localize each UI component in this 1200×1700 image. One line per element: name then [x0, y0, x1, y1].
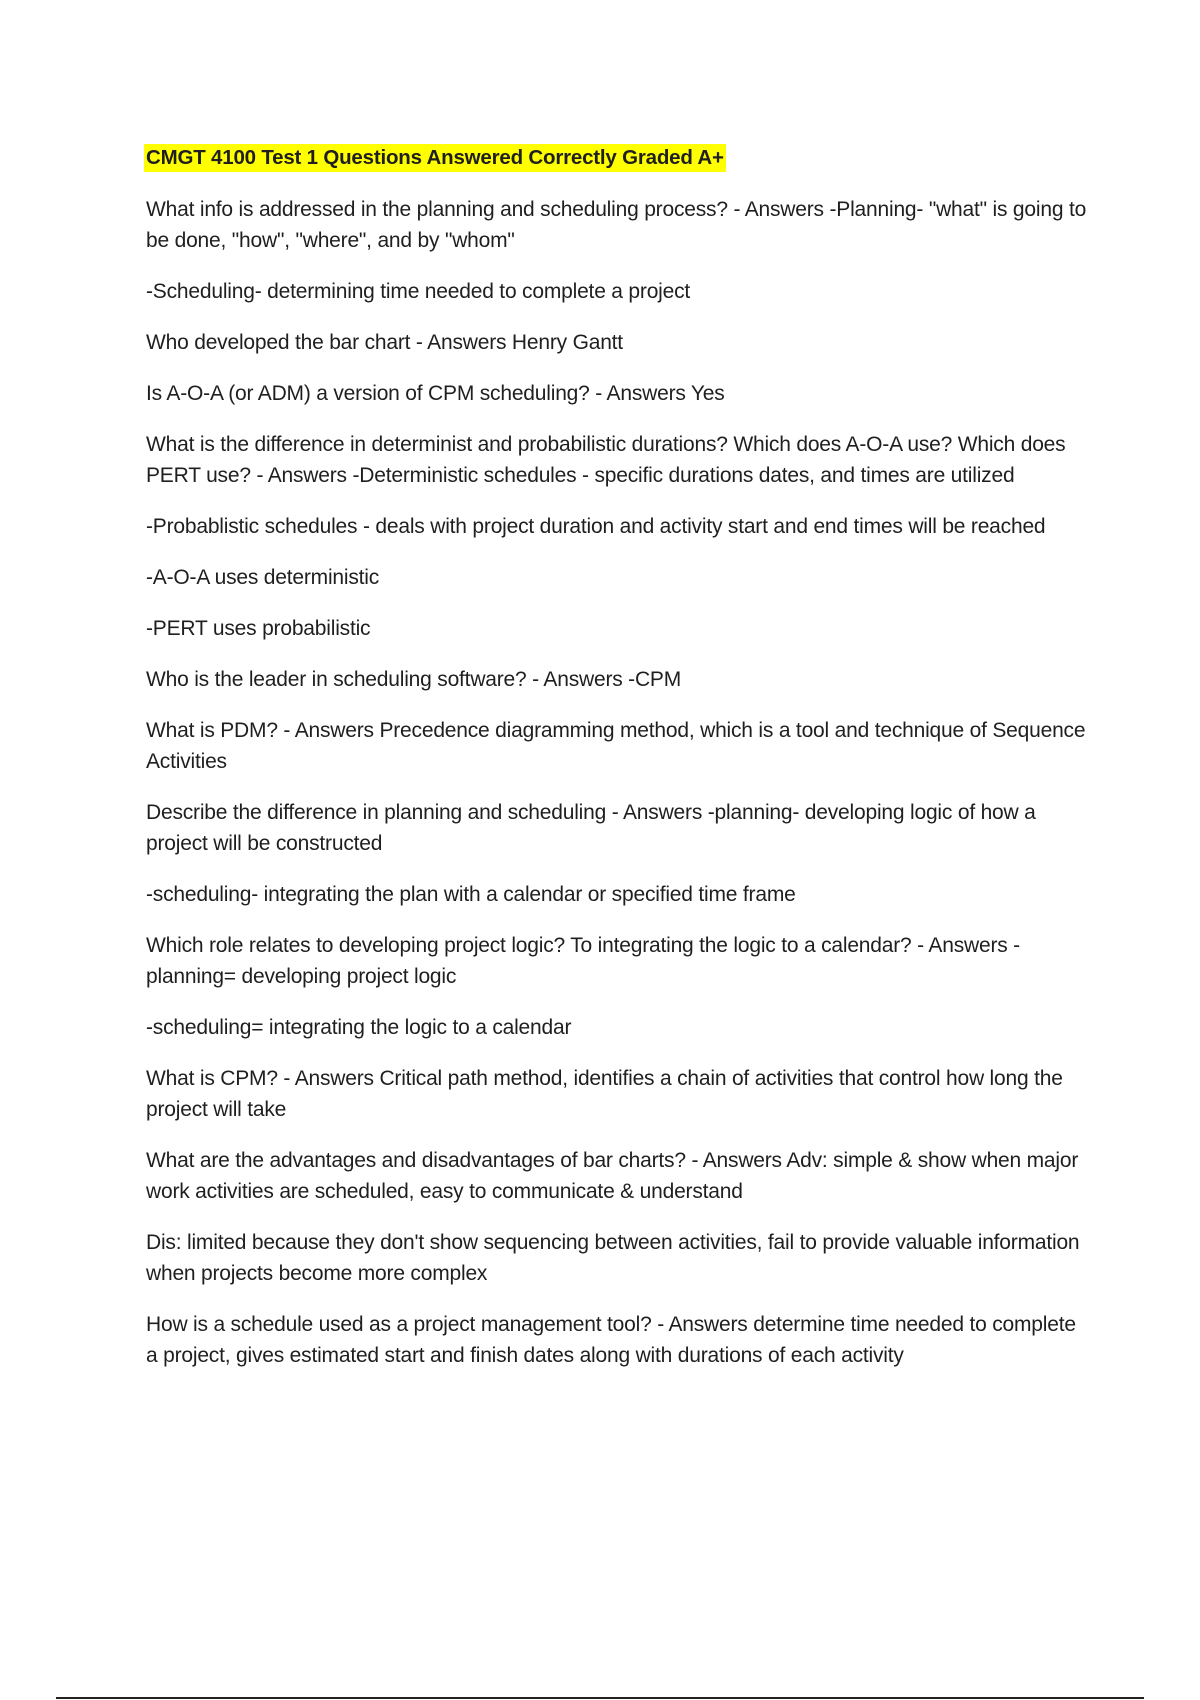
- paragraph-14: -scheduling= integrating the logic to a calendar: [146, 1016, 572, 1039]
- paragraph-17: Dis: limited because they don't show sequencing between activities, fail to provide valuable information when projects become more complex: [146, 1231, 1080, 1285]
- paragraph-12: -scheduling- integrating the plan with a calendar or specified time frame: [146, 883, 796, 906]
- paragraph-1: What info is addressed in the planning and scheduling process? - Answers -Planning- "what" is going to be done, "how", "where", and by "whom": [146, 198, 1087, 252]
- paragraph-7: -A-O-A uses deterministic: [146, 566, 380, 589]
- document-title: CMGT 4100 Test 1 Questions Answered Correctly Graded A+: [144, 144, 726, 172]
- paragraph-16: What are the advantages and disadvantages of bar charts? - Answers Adv: simple & show when major work activities are scheduled, easy to communicate & understand: [146, 1149, 1079, 1203]
- paragraph-4: Is A-O-A (or ADM) a version of CPM scheduling? - Answers Yes: [146, 382, 725, 405]
- paragraph-5: What is the difference in determinist and probabilistic durations? Which does A-O-A use? Which does PERT use? - Answers -Deterministic schedules - specific durations dates, and times are utilized: [146, 433, 1066, 487]
- paragraph-2: -Scheduling- determining time needed to complete a project: [146, 280, 691, 303]
- paragraph-18: How is a schedule used as a project management tool? - Answers determine time needed to complete a project, gives estimated start and finish dates along with durations of each activity: [146, 1313, 1076, 1367]
- paragraph-9: Who is the leader in scheduling software? - Answers -CPM: [146, 668, 682, 691]
- page-bottom-rule: [56, 1697, 1144, 1699]
- paragraph-13: Which role relates to developing project logic? To integrating the logic to a calendar? - Answers - planning= developing project logic: [146, 934, 1020, 988]
- paragraph-10: What is PDM? - Answers Precedence diagramming method, which is a tool and technique of Sequence Activities: [146, 719, 1086, 773]
- paragraph-11: Describe the difference in planning and scheduling - Answers -planning- developing logic of how a project will be constructed: [146, 801, 1036, 855]
- paragraph-8: -PERT uses probabilistic: [146, 617, 371, 640]
- document-page: [146, 144, 1091, 1391]
- paragraph-15: What is CPM? - Answers Critical path method, identifies a chain of activities that control how long the project will take: [146, 1067, 1063, 1121]
- paragraph-6: -Probablistic schedules - deals with project duration and activity start and end times will be reached: [146, 515, 1046, 538]
- paragraph-3: Who developed the bar chart - Answers Henry Gantt: [146, 331, 623, 354]
